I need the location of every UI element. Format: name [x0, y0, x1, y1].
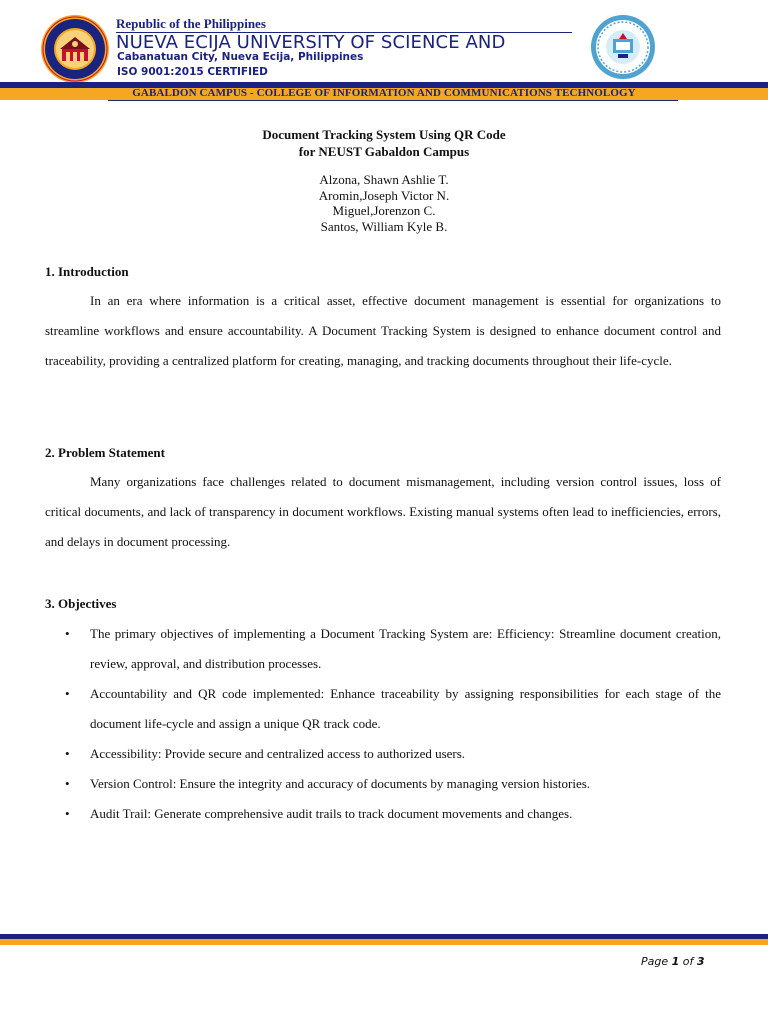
- list-item: • Accountability and QR code implemented: Enhance traceability by assigning responsibilities for each stage of the document life-cycle and assign a unique QR track code.: [45, 679, 721, 739]
- campus-underline: [108, 100, 678, 101]
- list-item: • Version Control: Ensure the integrity and accuracy of documents by managing version histories.: [45, 769, 721, 799]
- republic-line: Republic of the Philippines: [116, 16, 266, 31]
- bullet-icon: •: [65, 806, 70, 821]
- author-name: Santos, William Kyle B.: [320, 218, 448, 234]
- bullet-icon: •: [65, 686, 70, 701]
- footer-band-gold: [0, 939, 768, 945]
- bullet-icon: •: [65, 776, 70, 791]
- bullet-icon: •: [65, 746, 70, 761]
- bullet-icon: •: [65, 626, 70, 641]
- paper-title: [0, 126, 768, 160]
- university-seal-logo: [40, 14, 110, 84]
- author-list: [0, 172, 768, 234]
- objectives-list: [45, 619, 721, 829]
- author-name: Alzona, Shawn Ashlie T.: [319, 172, 449, 187]
- author-name: Miguel,Jorenzon C.: [332, 203, 436, 218]
- page-number: Page 1 of 3: [641, 955, 705, 968]
- iso-certification: ISO 9001:2015 CERTIFIED: [117, 66, 268, 78]
- university-name: NUEVA ECIJA UNIVERSITY OF SCIENCE AND: [116, 32, 506, 53]
- list-item: • The primary objectives of implementing a Document Tracking System are: Efficiency: Streamline document creation, review, approval, and distribution processes.: [45, 619, 721, 679]
- introduction-paragraph: [45, 286, 721, 377]
- section-heading-objectives: 3. Objectives: [45, 596, 117, 611]
- campus-college-banner: GABALDON CAMPUS - COLLEGE OF INFORMATION AND COMMUNICATIONS TECHNOLOGY: [132, 87, 636, 99]
- section-heading-problem-statement: 2. Problem Statement: [45, 445, 165, 460]
- college-seal-logo: [588, 14, 658, 80]
- paper-title-line-1: Document Tracking System Using QR Code: [262, 127, 506, 142]
- section-heading-introduction: 1. Introduction: [45, 264, 129, 279]
- author-name: Aromin,Joseph Victor N.: [318, 187, 450, 203]
- list-item: • Audit Trail: Generate comprehensive audit trails to track document movements and changes.: [45, 799, 721, 829]
- problem-statement-paragraph: [45, 467, 721, 558]
- university-address: Cabanatuan City, Nueva Ecija, Philippines: [117, 51, 364, 63]
- list-item: • Accessibility: Provide secure and centralized access to authorized users.: [45, 739, 721, 769]
- introduction-text: In an era where information is a critical asset, effective document management is essential for organizations to streamline workflows and ensure accountability. A Document Tracking System is designed to enhance document control and traceability, providing a centralized platform for creating, managing, and tracking documents throughout their life-cycle.: [45, 293, 721, 369]
- problem-statement-text: Many organizations face challenges related to document mismanagement, including version control issues, loss of critical documents, and lack of transparency in document workflows. Existing manual systems often lead to inefficiencies, errors, and delays in document processing.: [45, 474, 721, 550]
- paper-title-line-2: for NEUST Gabaldon Campus: [298, 144, 470, 159]
